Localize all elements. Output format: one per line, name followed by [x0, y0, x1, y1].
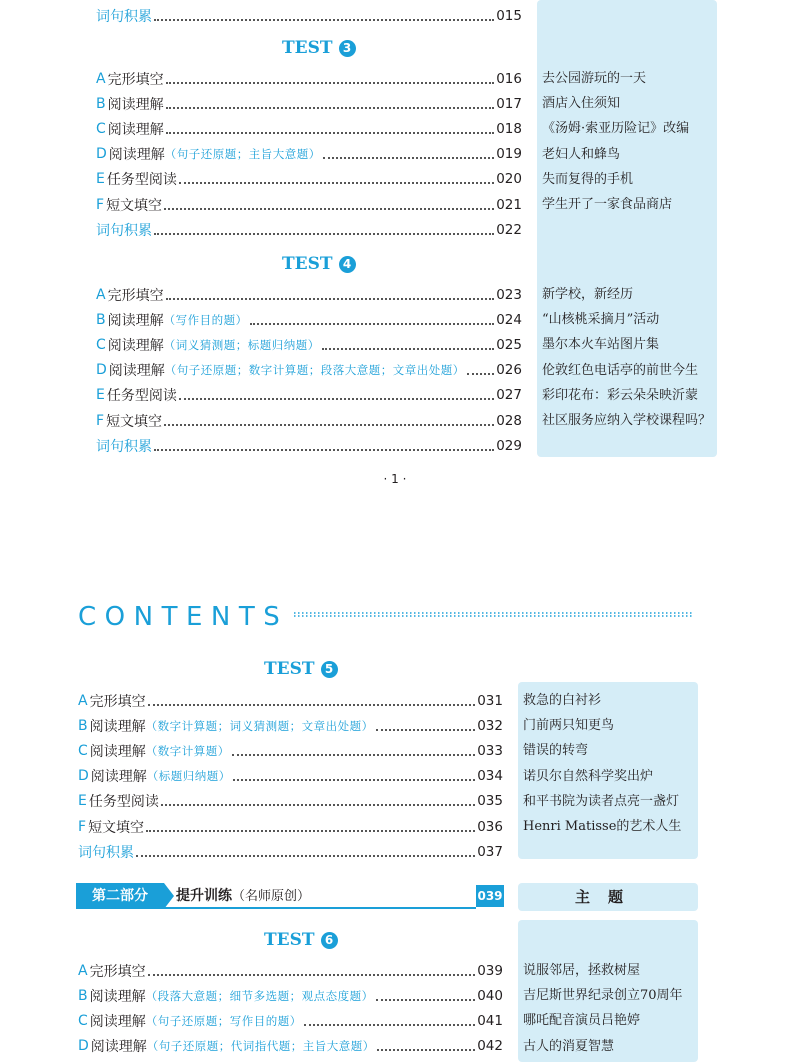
entry-theme: 诺贝尔自然科学奖出炉: [523, 768, 654, 784]
entry-dot-leader: [179, 398, 494, 400]
contents-dotted-rule: [294, 612, 694, 617]
part-tag: 第二部分: [76, 883, 164, 909]
entry-theme: 门前两只知更鸟: [523, 718, 615, 734]
toc-entry: [78, 839, 503, 864]
entry-page: 018: [496, 120, 522, 137]
test-label: TEST: [264, 659, 315, 679]
toc-entry: [96, 167, 522, 192]
entry-letter: C: [78, 1012, 88, 1029]
toc-entry: [78, 814, 503, 839]
entry-theme: 哪吒配音演员吕艳婷: [523, 1013, 641, 1029]
test-heading: [282, 252, 356, 276]
test-number-badge: 6: [321, 932, 338, 949]
toc-entry: [96, 66, 522, 91]
entry-section: 完形填空: [107, 287, 164, 304]
test-label: TEST: [282, 38, 333, 58]
part-title-sub: （名师原创）: [232, 889, 311, 904]
entry-note: （数字计算题）: [145, 743, 230, 758]
entry-page: 017: [496, 95, 522, 112]
entry-page: 031: [477, 692, 503, 709]
entry-dot-leader: [376, 729, 476, 731]
entry-theme: 说服邻居，拯救树屋: [523, 963, 641, 978]
entry-page: 019: [496, 146, 522, 163]
toc-entry: [96, 383, 522, 408]
entry-page: 028: [496, 412, 522, 429]
entry-section: 短文填空: [106, 197, 163, 214]
entry-theme: 新学校，新经历: [542, 287, 634, 302]
contents-heading: CONTENTS: [78, 602, 289, 632]
entry-section: 阅读理解: [107, 121, 164, 138]
test-number-badge: 5: [321, 661, 338, 678]
toc-entry: [78, 983, 503, 1008]
entry-page: 039: [477, 962, 503, 979]
toc-entry: [96, 91, 522, 116]
test-heading: [264, 928, 338, 952]
test-heading: [264, 657, 338, 681]
toc-entry: [96, 433, 522, 458]
entry-theme: 救急的白衬衫: [523, 693, 602, 708]
entry-dot-leader: [377, 1049, 475, 1051]
entry-note: （段落大意题；细节多选题；观点态度题）: [145, 988, 374, 1003]
entry-section: 阅读理解: [108, 147, 165, 164]
toc-entry: [78, 789, 503, 814]
entry-letter: D: [96, 362, 107, 379]
entry-dot-leader: [166, 298, 495, 300]
entry-section: 任务型阅读: [106, 388, 177, 405]
entry-section: 阅读理解: [107, 337, 164, 354]
toc-entry: [96, 3, 522, 28]
toc-entry: [96, 116, 522, 141]
entry-letter: E: [78, 793, 87, 810]
entry-letter: F: [78, 818, 87, 835]
entry-page: 040: [477, 987, 503, 1004]
entry-theme: 酒店入住须知: [542, 96, 621, 112]
entry-page: 027: [496, 387, 522, 404]
entry-letter: C: [96, 120, 106, 137]
entry-theme: 老妇人和蜂鸟: [542, 146, 621, 162]
entry-note: （句子还原题；写作目的题）: [145, 1013, 302, 1028]
test-number-badge: 4: [339, 256, 356, 273]
entry-dot-leader: [136, 855, 475, 857]
part-title: [176, 883, 310, 909]
entry-dot-leader: [233, 779, 475, 781]
toc-entry: [96, 408, 522, 433]
entry-letter: A: [78, 692, 88, 709]
entry-letter: F: [96, 412, 105, 429]
entry-section: 阅读理解: [107, 96, 164, 113]
entry-section: 阅读理解: [89, 1013, 146, 1030]
entry-letter: E: [96, 171, 105, 188]
entry-note: （词义猜测题；标题归纳题）: [163, 337, 320, 352]
toc-entry: [78, 1008, 503, 1033]
part-rule: [164, 907, 476, 909]
entry-page: 022: [496, 221, 522, 238]
entry-dot-leader: [179, 182, 494, 184]
toc-entry: [96, 142, 522, 167]
entry-section: 词句积累: [96, 222, 152, 239]
entry-letter: F: [96, 196, 105, 213]
entry-page: 023: [496, 286, 522, 303]
toc-entry: [96, 358, 522, 383]
entry-theme: 伦敦红色电话亭的前世今生: [542, 362, 699, 378]
entry-dot-leader: [148, 704, 476, 706]
entry-note: （数字计算题；词义猜测题；文章出处题）: [145, 718, 374, 733]
entry-dot-leader: [154, 233, 494, 235]
part-title-main: 提升训练: [176, 888, 232, 904]
entry-dot-leader: [154, 19, 494, 21]
entry-letter: B: [78, 987, 88, 1004]
entry-section: 阅读理解: [89, 718, 146, 735]
entry-dot-leader: [232, 754, 475, 756]
entry-section: 任务型阅读: [106, 172, 177, 189]
toc-entry: [78, 688, 503, 713]
entry-theme: 吉尼斯世界纪录创立70周年: [523, 988, 683, 1004]
entry-page: 029: [496, 437, 522, 454]
entry-theme: 去公园游玩的一天: [542, 71, 647, 86]
entry-dot-leader: [166, 132, 494, 134]
entry-section: 任务型阅读: [88, 794, 159, 811]
entry-dot-leader: [161, 804, 475, 806]
entry-section: 阅读理解: [90, 769, 147, 786]
theme-column-header: 主题: [518, 883, 698, 911]
entry-theme: 社区服务应纳入学校课程吗？: [542, 413, 712, 428]
entry-section: 词句积累: [96, 438, 152, 455]
test-label: TEST: [264, 930, 315, 950]
entry-dot-leader: [322, 348, 494, 350]
toc-entry: [96, 332, 522, 357]
entry-page: 042: [477, 1038, 503, 1055]
entry-dot-leader: [164, 424, 494, 426]
entry-dot-leader: [376, 999, 476, 1001]
entry-theme: 错误的转弯: [523, 743, 589, 759]
entry-letter: B: [78, 717, 88, 734]
entry-letter: E: [96, 387, 105, 404]
entry-page: 041: [477, 1012, 503, 1029]
test-label: TEST: [282, 254, 333, 274]
entry-dot-leader: [304, 1024, 475, 1026]
entry-page: 035: [477, 793, 503, 810]
toc-entry: [78, 713, 503, 738]
entry-letter: A: [96, 70, 106, 87]
entry-page: 015: [496, 7, 522, 24]
entry-section: 阅读理解: [107, 312, 164, 329]
entry-letter: B: [96, 311, 106, 328]
entry-theme: “山核桃采摘月”活动: [542, 312, 660, 328]
entry-section: 阅读理解: [89, 743, 146, 760]
toc-entry: [96, 217, 522, 242]
entry-dot-leader: [467, 373, 494, 375]
toc-entry: [96, 192, 522, 217]
entry-theme: 学生开了一家食品商店: [542, 197, 673, 212]
entry-page: 032: [477, 717, 503, 734]
toc-entry: [78, 738, 503, 763]
entry-theme: 《汤姆·索亚历险记》改编: [542, 121, 690, 137]
entry-theme: 和平书院为读者点亮一盏灯: [523, 793, 680, 809]
entry-letter: D: [78, 768, 89, 785]
entry-dot-leader: [148, 974, 476, 976]
entry-letter: A: [78, 962, 88, 979]
entry-section: 词句积累: [78, 844, 134, 861]
toc-entry: [96, 282, 522, 307]
toc-entry: [78, 764, 503, 789]
entry-note: （标题归纳题）: [146, 769, 231, 784]
entry-dot-leader: [250, 323, 495, 325]
test-heading: [282, 36, 356, 60]
entry-note: （写作目的题）: [163, 312, 248, 327]
toc-entry: [78, 958, 503, 983]
entry-page: 025: [496, 336, 522, 353]
entry-letter: B: [96, 95, 106, 112]
entry-letter: D: [78, 1038, 89, 1055]
part-page-number: 039: [476, 885, 504, 907]
page-number: · 1 ·: [383, 472, 407, 486]
entry-dot-leader: [146, 830, 475, 832]
entry-section: 完形填空: [107, 71, 164, 88]
entry-dot-leader: [154, 449, 494, 451]
part-two-bar: [76, 883, 504, 909]
entry-dot-leader: [166, 82, 495, 84]
entry-section: 完形填空: [89, 693, 146, 710]
toc-entry: [78, 1034, 503, 1059]
entry-page: 016: [496, 70, 522, 87]
entry-section: 词句积累: [96, 8, 152, 25]
entry-section: 阅读理解: [89, 988, 146, 1005]
entry-dot-leader: [164, 208, 494, 210]
entry-letter: D: [96, 146, 107, 163]
entry-note: （句子还原题；代词指代题；主旨大意题）: [146, 1039, 375, 1054]
entry-theme: 失而复得的手机: [542, 171, 634, 187]
entry-section: 完形填空: [89, 963, 146, 980]
toc-entry: [96, 307, 522, 332]
entry-page: 026: [496, 362, 522, 379]
entry-page: 024: [496, 311, 522, 328]
entry-theme: Henri Matisse的艺术人生: [523, 819, 682, 834]
entry-letter: C: [78, 742, 88, 759]
entry-theme: 古人的消夏智慧: [523, 1038, 615, 1054]
entry-section: 阅读理解: [90, 1039, 147, 1056]
entry-page: 033: [477, 742, 503, 759]
entry-letter: A: [96, 286, 106, 303]
entry-theme: 彩印花布：彩云朵朵映沂蒙: [542, 387, 699, 403]
entry-dot-leader: [166, 107, 495, 109]
entry-page: 034: [477, 768, 503, 785]
test-number-badge: 3: [339, 40, 356, 57]
entry-page: 020: [496, 171, 522, 188]
entry-section: 阅读理解: [108, 363, 165, 380]
entry-section: 短文填空: [106, 413, 163, 430]
entry-page: 037: [477, 843, 503, 860]
entry-note: （句子还原题；数字计算题；段落大意题；文章出处题）: [164, 363, 465, 378]
entry-page: 021: [496, 196, 522, 213]
entry-theme: 墨尔本火车站图片集: [542, 337, 660, 353]
entry-letter: C: [96, 336, 106, 353]
entry-page: 036: [477, 818, 503, 835]
entry-dot-leader: [323, 157, 494, 159]
entry-note: （句子还原题；主旨大意题）: [164, 147, 321, 162]
entry-section: 短文填空: [88, 819, 145, 836]
